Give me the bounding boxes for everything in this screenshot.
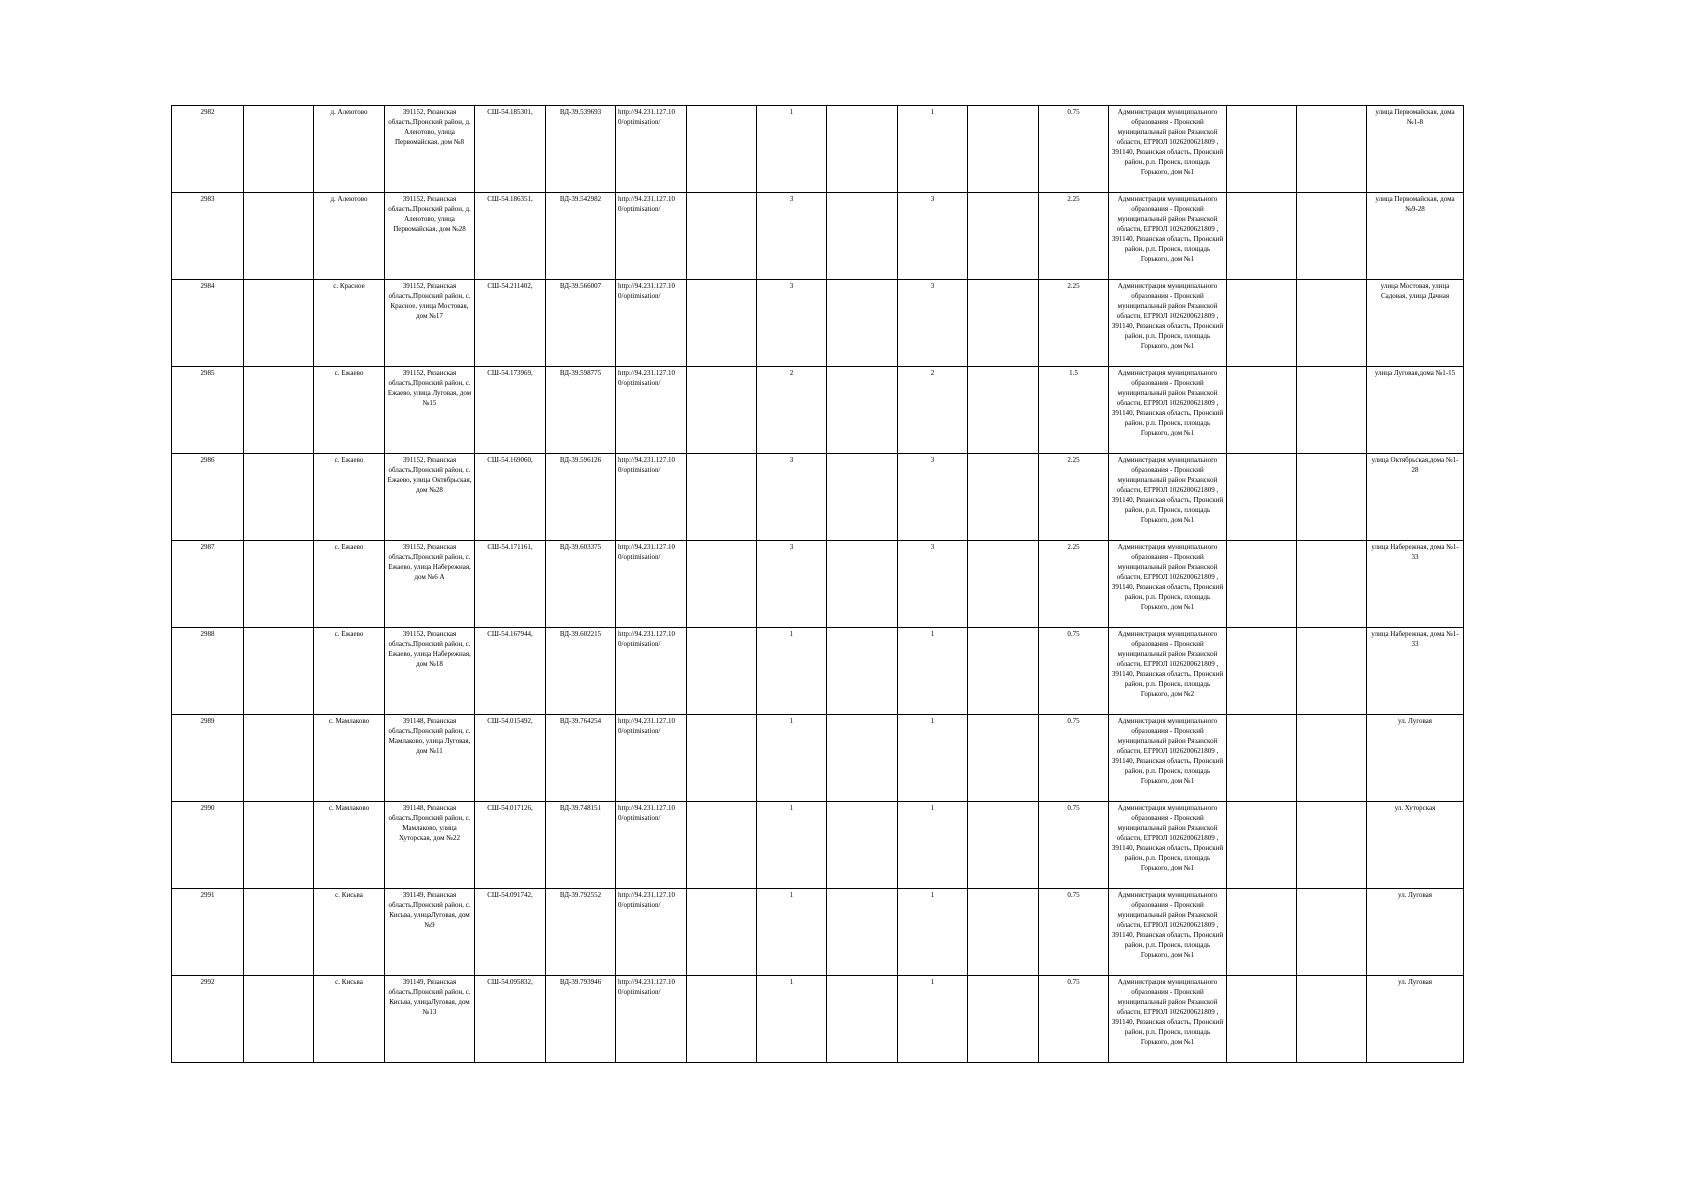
row-number: 2988 — [172, 628, 244, 715]
empty-cell — [827, 715, 898, 802]
owner-cell: Администрация муниципального образования - Пронский муниципальный район Рязанской области, ЕГРЮЛ 1026200621809 , 391140, Рязанская область, Пронский район, р.п. Пронск, площадь Горького, дом №1 — [1109, 541, 1227, 628]
link-cell: http://94.231.127.10 0/optimisation/ — [616, 541, 687, 628]
streets-cell: ул. Луговая — [1367, 715, 1464, 802]
empty-cell — [827, 367, 898, 454]
table-row — [172, 976, 1464, 1063]
volume-cell: 2.25 — [1039, 541, 1109, 628]
count-cell: 2 — [898, 367, 968, 454]
count-cell: 1 — [757, 715, 827, 802]
address-cell: 391149, Рязанская область,Пронский район, с. Кисьва, улицаЛуговая, дом №13 — [385, 976, 475, 1063]
volume-cell: 2.25 — [1039, 454, 1109, 541]
streets-cell: улица Первомайская, дома №9-28 — [1367, 193, 1464, 280]
address-cell: 391152, Рязанская область,Пронский район, с. Ежаево, улица Набережная, дом №18 — [385, 628, 475, 715]
streets-cell: улица Октябрьская,дома №1-28 — [1367, 454, 1464, 541]
settlement-cell: д. Алеютово — [314, 193, 385, 280]
streets-cell: улица Первомайская, дома №1-8 — [1367, 106, 1464, 193]
owner-cell: Администрация муниципального образования - Пронский муниципальный район Рязанской области, ЕГРЮЛ 1026200621809 , 391140, Рязанская область, Пронский район, р.п. Пронск, площадь Горького, дом №2 — [1109, 628, 1227, 715]
empty-cell — [244, 280, 314, 367]
empty-cell — [687, 454, 757, 541]
address-cell: 391152, Рязанская область,Пронский район, д. Алеютово, улица Первомайская, дом №8 — [385, 106, 475, 193]
empty-cell — [1227, 976, 1297, 1063]
empty-cell — [968, 715, 1039, 802]
owner-cell: Администрация муниципального образования - Пронский муниципальный район Рязанской области, ЕГРЮЛ 1026200621809 , 391140, Рязанская область, Пронский район, р.п. Пронск, площадь Горького, дом №1 — [1109, 889, 1227, 976]
settlement-cell: с. Ежаево — [314, 628, 385, 715]
empty-cell — [827, 889, 898, 976]
streets-cell: улица Набережная, дома №1-33 — [1367, 541, 1464, 628]
address-cell: 391152, Рязанская область,Пронский район, с. Ежаево, улица Луговая, дом №15 — [385, 367, 475, 454]
empty-cell — [687, 367, 757, 454]
empty-cell — [1297, 541, 1367, 628]
address-cell: 391152, Рязанская область,Пронский район, с. Ежаево, улица Октябрьская, дом №28 — [385, 454, 475, 541]
link-cell: http://94.231.127.10 0/optimisation/ — [616, 193, 687, 280]
empty-cell — [244, 889, 314, 976]
latitude-cell: СШ-54.091742, — [475, 889, 546, 976]
link-cell: http://94.231.127.10 0/optimisation/ — [616, 889, 687, 976]
empty-cell — [1227, 715, 1297, 802]
latitude-cell: СШ-54.169060, — [475, 454, 546, 541]
streets-cell: ул. Луговая — [1367, 889, 1464, 976]
count-cell: 1 — [898, 106, 968, 193]
count-cell: 3 — [757, 193, 827, 280]
longitude-cell: ВД-39.602215 — [546, 628, 616, 715]
empty-cell — [1297, 976, 1367, 1063]
settlement-cell: с. Ежаево — [314, 541, 385, 628]
empty-cell — [687, 802, 757, 889]
volume-cell: 0.75 — [1039, 628, 1109, 715]
empty-cell — [244, 193, 314, 280]
longitude-cell: ВД-39.596126 — [546, 454, 616, 541]
longitude-cell: ВД-39.566007 — [546, 280, 616, 367]
latitude-cell: СШ-54.167944, — [475, 628, 546, 715]
settlement-cell: с. Кисьва — [314, 889, 385, 976]
empty-cell — [1227, 193, 1297, 280]
address-cell: 391152, Рязанская область,Пронский район, с. Красное, улица Мостовая, дом №17 — [385, 280, 475, 367]
streets-cell: улица Набережная, дома №1-33 — [1367, 628, 1464, 715]
count-cell: 1 — [898, 715, 968, 802]
row-number: 2986 — [172, 454, 244, 541]
link-cell: http://94.231.127.10 0/optimisation/ — [616, 106, 687, 193]
settlement-cell: с. Ежаево — [314, 367, 385, 454]
empty-cell — [968, 541, 1039, 628]
link-cell: http://94.231.127.10 0/optimisation/ — [616, 802, 687, 889]
empty-cell — [968, 889, 1039, 976]
volume-cell: 0.75 — [1039, 889, 1109, 976]
count-cell: 1 — [898, 889, 968, 976]
streets-cell: улица Луговая,дома №1-15 — [1367, 367, 1464, 454]
address-cell: 391152, Рязанская область,Пронский район, с. Ежаево, улица Набережная, дом №6 А — [385, 541, 475, 628]
longitude-cell: ВД-39.748151 — [546, 802, 616, 889]
empty-cell — [827, 280, 898, 367]
table-row — [172, 628, 1464, 715]
empty-cell — [968, 106, 1039, 193]
streets-cell: улица Мостовая, улица Садовая, улица Дачная — [1367, 280, 1464, 367]
empty-cell — [968, 976, 1039, 1063]
empty-cell — [244, 802, 314, 889]
latitude-cell: СШ-54.015492, — [475, 715, 546, 802]
registry-table-body — [172, 106, 1464, 1063]
address-cell: 391148, Рязанская область,Пронский район, с. Мамлаково, улица Хуторская, дом №22 — [385, 802, 475, 889]
row-number: 2983 — [172, 193, 244, 280]
settlement-cell: с. Красное — [314, 280, 385, 367]
count-cell: 3 — [898, 541, 968, 628]
empty-cell — [1227, 628, 1297, 715]
link-cell: http://94.231.127.10 0/optimisation/ — [616, 976, 687, 1063]
empty-cell — [1297, 454, 1367, 541]
empty-cell — [1297, 889, 1367, 976]
row-number: 2991 — [172, 889, 244, 976]
longitude-cell: ВД-39.598775 — [546, 367, 616, 454]
volume-cell: 1.5 — [1039, 367, 1109, 454]
owner-cell: Администрация муниципального образования - Пронский муниципальный район Рязанской области, ЕГРЮЛ 1026200621809 , 391140, Рязанская область, Пронский район, р.п. Пронск, площадь Горького, дом №1 — [1109, 715, 1227, 802]
empty-cell — [687, 628, 757, 715]
volume-cell: 0.75 — [1039, 976, 1109, 1063]
empty-cell — [1227, 889, 1297, 976]
longitude-cell: ВД-39.793946 — [546, 976, 616, 1063]
empty-cell — [244, 541, 314, 628]
table-row — [172, 367, 1464, 454]
latitude-cell: СШ-54.173969, — [475, 367, 546, 454]
table-row — [172, 802, 1464, 889]
address-cell: 391152, Рязанская область,Пронский район, д. Алеютово, улица Первомайская, дом №28 — [385, 193, 475, 280]
empty-cell — [827, 106, 898, 193]
volume-cell: 0.75 — [1039, 715, 1109, 802]
count-cell: 1 — [898, 628, 968, 715]
empty-cell — [827, 541, 898, 628]
row-number: 2987 — [172, 541, 244, 628]
empty-cell — [968, 802, 1039, 889]
row-number: 2984 — [172, 280, 244, 367]
empty-cell — [827, 802, 898, 889]
address-cell: 391148, Рязанская область,Пронский район, с. Мамлаково, улица Луговая, дом №11 — [385, 715, 475, 802]
table-row — [172, 889, 1464, 976]
empty-cell — [1227, 367, 1297, 454]
empty-cell — [1297, 367, 1367, 454]
count-cell: 3 — [898, 193, 968, 280]
count-cell: 1 — [757, 802, 827, 889]
empty-cell — [827, 193, 898, 280]
latitude-cell: СШ-54.186351, — [475, 193, 546, 280]
count-cell: 1 — [757, 889, 827, 976]
latitude-cell: СШ-54.171161, — [475, 541, 546, 628]
empty-cell — [968, 454, 1039, 541]
longitude-cell: ВД-39.603375 — [546, 541, 616, 628]
empty-cell — [1297, 106, 1367, 193]
owner-cell: Администрация муниципального образования - Пронский муниципальный район Рязанской области, ЕГРЮЛ 1026200621809 , 391140, Рязанская область, Пронский район, р.п. Пронск, площадь Горького, дом №1 — [1109, 976, 1227, 1063]
empty-cell — [244, 976, 314, 1063]
empty-cell — [1227, 280, 1297, 367]
row-number: 2989 — [172, 715, 244, 802]
count-cell: 1 — [757, 628, 827, 715]
row-number: 2982 — [172, 106, 244, 193]
address-cell: 391149, Рязанская область,Пронский район, с. Кисьва, улицаЛуговая, дом №9 — [385, 889, 475, 976]
settlement-cell: с. Мамлаково — [314, 802, 385, 889]
count-cell: 1 — [898, 802, 968, 889]
settlement-cell: с. Ежаево — [314, 454, 385, 541]
empty-cell — [1227, 802, 1297, 889]
empty-cell — [1297, 802, 1367, 889]
empty-cell — [687, 106, 757, 193]
table-row — [172, 106, 1464, 193]
count-cell: 1 — [757, 106, 827, 193]
empty-cell — [244, 454, 314, 541]
latitude-cell: СШ-54.095832, — [475, 976, 546, 1063]
settlement-cell: с. Мамлаково — [314, 715, 385, 802]
owner-cell: Администрация муниципального образования - Пронский муниципальный район Рязанской области, ЕГРЮЛ 1026200621809 , 391140, Рязанская область, Пронский район, р.п. Пронск, площадь Горького, дом №1 — [1109, 106, 1227, 193]
owner-cell: Администрация муниципального образования - Пронский муниципальный район Рязанской области, ЕГРЮЛ 1026200621809 , 391140, Рязанская область, Пронский район, р.п. Пронск, площадь Горького, дом №1 — [1109, 367, 1227, 454]
count-cell: 3 — [757, 454, 827, 541]
empty-cell — [968, 193, 1039, 280]
empty-cell — [1227, 454, 1297, 541]
longitude-cell: ВД-39.764254 — [546, 715, 616, 802]
empty-cell — [1297, 628, 1367, 715]
empty-cell — [827, 628, 898, 715]
volume-cell: 2.25 — [1039, 193, 1109, 280]
empty-cell — [1297, 280, 1367, 367]
empty-cell — [687, 976, 757, 1063]
empty-cell — [968, 367, 1039, 454]
count-cell: 1 — [757, 976, 827, 1063]
empty-cell — [244, 367, 314, 454]
latitude-cell: СШ-54.211402, — [475, 280, 546, 367]
count-cell: 3 — [757, 280, 827, 367]
empty-cell — [687, 715, 757, 802]
count-cell: 3 — [898, 280, 968, 367]
empty-cell — [1227, 541, 1297, 628]
empty-cell — [1227, 106, 1297, 193]
table-row — [172, 193, 1464, 280]
empty-cell — [244, 715, 314, 802]
latitude-cell: СШ-54.017126, — [475, 802, 546, 889]
row-number: 2985 — [172, 367, 244, 454]
link-cell: http://94.231.127.10 0/optimisation/ — [616, 715, 687, 802]
row-number: 2990 — [172, 802, 244, 889]
table-row — [172, 541, 1464, 628]
empty-cell — [968, 628, 1039, 715]
owner-cell: Администрация муниципального образования - Пронский муниципальный район Рязанской области, ЕГРЮЛ 1026200621809 , 391140, Рязанская область, Пронский район, р.п. Пронск, площадь Горького, дом №1 — [1109, 280, 1227, 367]
empty-cell — [687, 541, 757, 628]
link-cell: http://94.231.127.10 0/optimisation/ — [616, 628, 687, 715]
empty-cell — [1297, 193, 1367, 280]
empty-cell — [687, 889, 757, 976]
empty-cell — [244, 628, 314, 715]
empty-cell — [244, 106, 314, 193]
volume-cell: 0.75 — [1039, 802, 1109, 889]
empty-cell — [968, 280, 1039, 367]
link-cell: http://94.231.127.10 0/optimisation/ — [616, 367, 687, 454]
table-row — [172, 280, 1464, 367]
settlement-cell: с. Кисьва — [314, 976, 385, 1063]
link-cell: http://94.231.127.10 0/optimisation/ — [616, 454, 687, 541]
owner-cell: Администрация муниципального образования - Пронский муниципальный район Рязанской области, ЕГРЮЛ 1026200621809 , 391140, Рязанская область, Пронский район, р.п. Пронск, площадь Горького, дом №1 — [1109, 454, 1227, 541]
longitude-cell: ВД-39.539693 — [546, 106, 616, 193]
latitude-cell: СШ-54.185301, — [475, 106, 546, 193]
owner-cell: Администрация муниципального образования - Пронский муниципальный район Рязанской области, ЕГРЮЛ 1026200621809 , 391140, Рязанская область, Пронский район, р.п. Пронск, площадь Горького, дом №1 — [1109, 802, 1227, 889]
settlement-cell: д. Алеютово — [314, 106, 385, 193]
empty-cell — [1297, 715, 1367, 802]
count-cell: 2 — [757, 367, 827, 454]
streets-cell: ул. Хуторская — [1367, 802, 1464, 889]
volume-cell: 0.75 — [1039, 106, 1109, 193]
empty-cell — [827, 976, 898, 1063]
table-row — [172, 454, 1464, 541]
link-cell: http://94.231.127.10 0/optimisation/ — [616, 280, 687, 367]
streets-cell: ул. Луговая — [1367, 976, 1464, 1063]
longitude-cell: ВД-39.792552 — [546, 889, 616, 976]
empty-cell — [687, 193, 757, 280]
owner-cell: Администрация муниципального образования - Пронский муниципальный район Рязанской области, ЕГРЮЛ 1026200621809 , 391140, Рязанская область, Пронский район, р.п. Пронск, площадь Горького, дом №1 — [1109, 193, 1227, 280]
empty-cell — [827, 454, 898, 541]
empty-cell — [687, 280, 757, 367]
count-cell: 3 — [898, 454, 968, 541]
longitude-cell: ВД-39.542982 — [546, 193, 616, 280]
count-cell: 3 — [757, 541, 827, 628]
volume-cell: 2.25 — [1039, 280, 1109, 367]
row-number: 2992 — [172, 976, 244, 1063]
table-row — [172, 715, 1464, 802]
registry-table — [171, 105, 1464, 1063]
count-cell: 1 — [898, 976, 968, 1063]
